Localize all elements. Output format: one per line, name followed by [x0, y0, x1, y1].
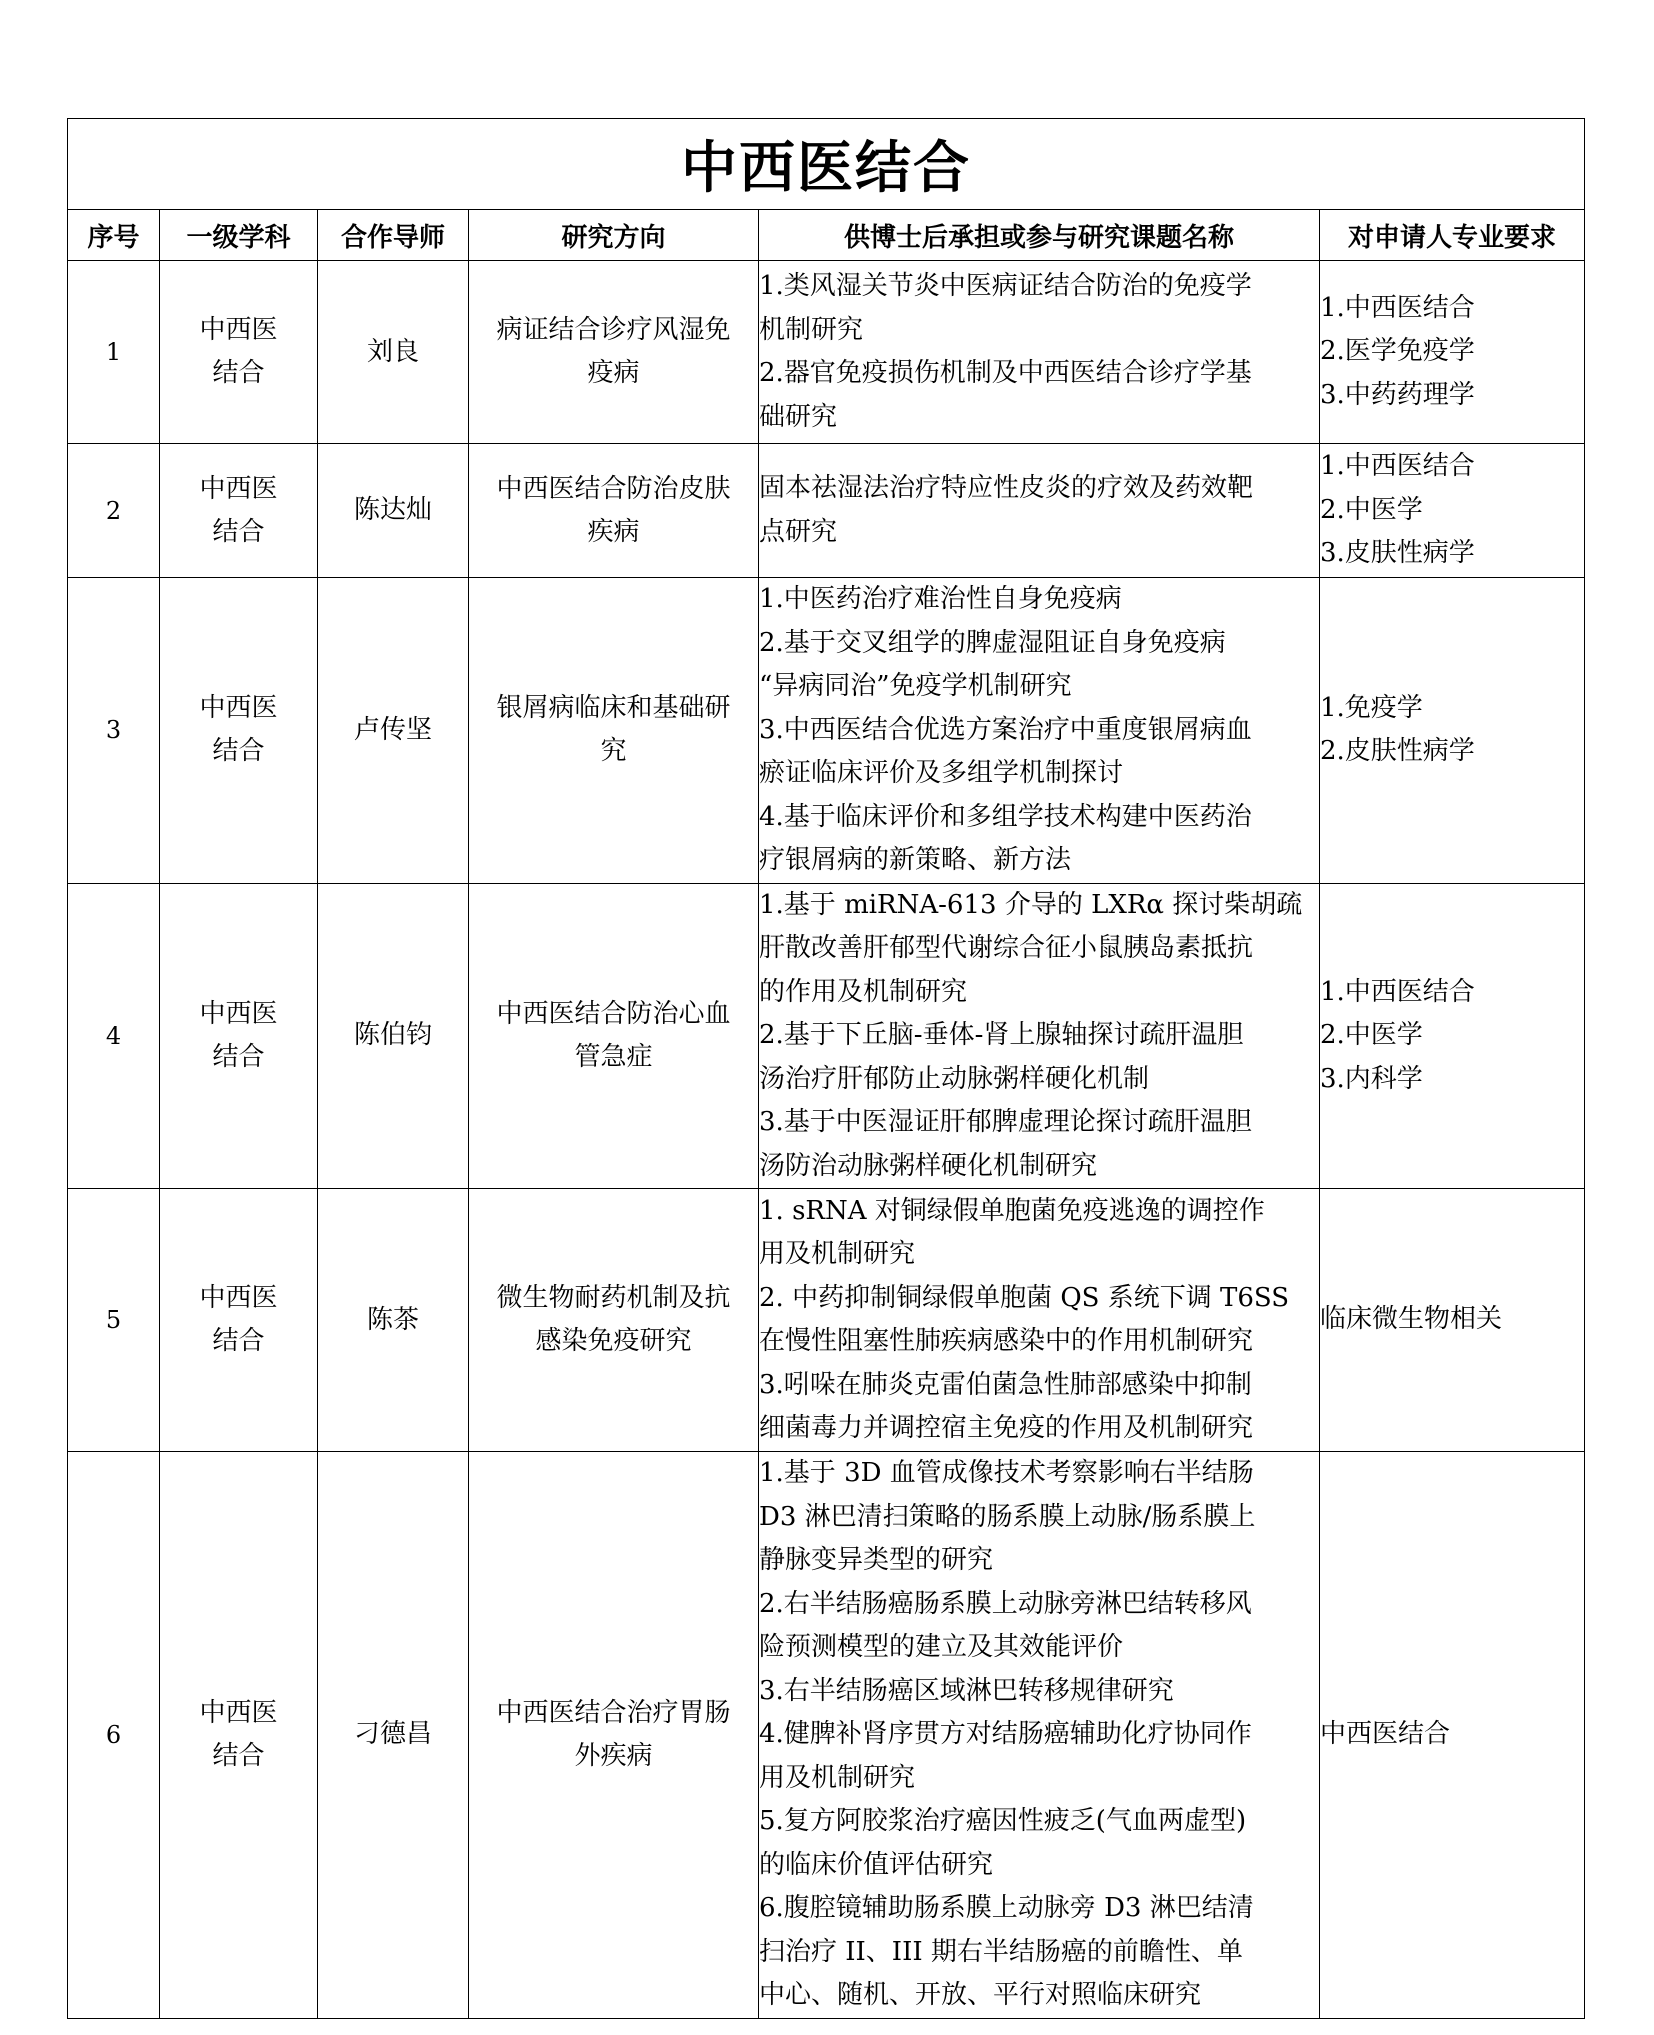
direction-cell: [469, 1452, 759, 2019]
topic-line: 6.腹腔镜辅助肠系膜上动脉旁 D3 淋巴结清: [759, 1893, 1254, 1923]
discipline-line: 结合: [212, 358, 265, 388]
discipline-cell: [160, 578, 318, 884]
table-body: [68, 261, 1585, 2019]
topic-line: 1.基于 3D 血管成像技术考察影响右半结肠: [759, 1458, 1254, 1488]
topic-line: 疗银屑病的新策略、新方法: [759, 845, 1072, 875]
discipline-line: 中西医: [199, 1697, 278, 1728]
requirements-cell: [1320, 1452, 1585, 2019]
topic-line: 5.复方阿胶浆治疗癌因性疲乏(气血两虚型): [759, 1806, 1247, 1836]
topic-line: 的作用及机制研究: [759, 976, 968, 1007]
header-row: [68, 210, 1585, 261]
title-row: [68, 119, 1585, 210]
row-number: 4: [68, 883, 160, 1189]
table-row: [68, 1452, 1585, 2019]
topic-line: “异病同治”免疫学机制研究: [759, 671, 1072, 701]
topic-line: 中心、随机、开放、平行对照临床研究: [759, 1980, 1202, 2010]
topic-line: 1. sRNA 对铜绿假单胞菌免疫逃逸的调控作: [759, 1195, 1265, 1226]
topic-line: 3.吲哚在肺炎克雷伯菌急性肺部感染中抑制: [759, 1369, 1252, 1400]
topic-line: 肝散改善肝郁型代谢综合征小鼠胰岛素抵抗: [759, 933, 1254, 963]
direction-cell: [469, 1189, 759, 1452]
row-number: 3: [68, 578, 160, 884]
topic-line: 1.类风湿关节炎中医病证结合防治的免疫学: [759, 271, 1252, 301]
header-topics: 供博士后承担或参与研究课题名称: [759, 210, 1320, 261]
requirement-line: 1.中西医结合: [1320, 292, 1475, 323]
advisor-name: 陈达灿: [318, 444, 469, 578]
topic-line: 固本祛湿法治疗特应性皮炎的疗效及药效靶: [759, 473, 1254, 503]
topic-line: 瘀证临床评价及多组学机制探讨: [759, 758, 1124, 788]
requirement-line: 1.中西医结合: [1320, 451, 1475, 482]
table-row: [68, 444, 1585, 578]
topic-line: 点研究: [759, 516, 838, 547]
discipline-cell: [160, 261, 318, 444]
table-title: 中西医结合: [68, 119, 1585, 210]
topic-line: 1.基于 miRNA-613 介导的 LXRα 探讨柴胡疏: [759, 889, 1303, 920]
discipline-line: 结合: [212, 1041, 265, 1072]
topic-line: D3 淋巴清扫策略的肠系膜上动脉/肠系膜上: [759, 1501, 1256, 1532]
discipline-line: 结合: [212, 1326, 265, 1356]
topic-line: 2.基于下丘脑-垂体-肾上腺轴探讨疏肝温胆: [759, 1020, 1244, 1050]
topic-line: 汤防治动脉粥样硬化机制研究: [759, 1150, 1098, 1181]
table-row: [68, 883, 1585, 1189]
topic-line: 汤治疗肝郁防止动脉粥样硬化机制: [759, 1063, 1150, 1094]
direction-line: 中西医结合治疗胃肠: [496, 1697, 731, 1728]
discipline-line: 中西医: [199, 315, 278, 345]
requirements-cell: [1320, 1189, 1585, 1452]
requirements-cell: [1320, 883, 1585, 1189]
discipline-line: 中西医: [199, 1283, 278, 1313]
requirements-cell: [1320, 578, 1585, 884]
table-row: [68, 261, 1585, 444]
row-number: 6: [68, 1452, 160, 2019]
advisor-name: 陈茶: [318, 1189, 469, 1452]
header-discipline: 一级学科: [160, 210, 318, 261]
discipline-cell: [160, 883, 318, 1189]
discipline-line: 中西医: [199, 998, 278, 1029]
direction-line: 管急症: [574, 1041, 653, 1072]
requirement-line: 2.中医学: [1320, 494, 1423, 525]
direction-line: 疫病: [587, 358, 640, 388]
topics-cell: [759, 578, 1320, 884]
topics-cell: [759, 261, 1320, 444]
topic-line: 3.中西医结合优选方案治疗中重度银屑病血: [759, 714, 1252, 745]
topic-line: 3.右半结肠癌区域淋巴转移规律研究: [759, 1675, 1174, 1706]
row-number: 5: [68, 1189, 160, 1452]
requirement-line: 2.医学免疫学: [1320, 336, 1475, 367]
discipline-line: 结合: [212, 1740, 265, 1771]
direction-cell: [469, 444, 759, 578]
discipline-cell: [160, 444, 318, 578]
direction-line: 病证结合诊疗风湿免: [496, 315, 731, 345]
header-direction: 研究方向: [469, 210, 759, 261]
direction-line: 中西医结合防治皮肤: [496, 473, 731, 504]
table-row: [68, 1189, 1585, 1452]
topic-line: 扫治疗 II、III 期右半结肠癌的前瞻性、单: [759, 1936, 1243, 1967]
topic-line: 险预测模型的建立及其效能评价: [759, 1632, 1124, 1662]
requirements-cell: [1320, 444, 1585, 578]
direction-line: 银屑病临床和基础研: [496, 693, 731, 724]
advisor-name: 陈伯钧: [318, 883, 469, 1189]
header-no: 序号: [68, 210, 160, 261]
topic-line: 2.基于交叉组学的脾虚湿阻证自身免疫病: [759, 627, 1226, 658]
header-advisor: 合作导师: [318, 210, 469, 261]
requirement-line: 2.中医学: [1320, 1020, 1423, 1050]
topic-line: 用及机制研究: [759, 1239, 916, 1269]
topic-line: 础研究: [759, 401, 838, 432]
topic-line: 4.基于临床评价和多组学技术构建中医药治: [759, 801, 1252, 832]
topics-cell: [759, 1189, 1320, 1452]
topic-line: 静脉变异类型的研究: [759, 1545, 994, 1575]
discipline-line: 结合: [212, 516, 265, 547]
topic-line: 用及机制研究: [759, 1762, 916, 1793]
topic-line: 2.右半结肠癌肠系膜上动脉旁淋巴结转移风: [759, 1588, 1252, 1619]
topic-line: 2.器官免疫损伤机制及中西医结合诊疗学基: [759, 358, 1252, 388]
requirement-line: 3.中药药理学: [1320, 379, 1475, 410]
direction-line: 中西医结合防治心血: [496, 998, 731, 1029]
advisor-name: 刁德昌: [318, 1452, 469, 2019]
topic-line: 的临床价值评估研究: [759, 1849, 994, 1880]
row-number: 2: [68, 444, 160, 578]
topic-line: 3.基于中医湿证肝郁脾虚理论探讨疏肝温胆: [759, 1107, 1252, 1137]
direction-line: 感染免疫研究: [535, 1326, 692, 1356]
topic-line: 4.健脾补肾序贯方对结肠癌辅助化疗协同作: [759, 1719, 1252, 1749]
direction-cell: [469, 578, 759, 884]
discipline-line: 结合: [212, 736, 265, 767]
topic-line: 机制研究: [759, 314, 864, 345]
direction-cell: [469, 261, 759, 444]
discipline-line: 中西医: [199, 473, 278, 504]
advisor-name: 刘良: [318, 261, 469, 444]
topic-line: 1.中医药治疗难治性自身免疫病: [759, 584, 1122, 614]
topic-line: 在慢性阻塞性肺疾病感染中的作用机制研究: [759, 1326, 1254, 1356]
requirement-line: 2.皮肤性病学: [1320, 736, 1475, 767]
table-row: [68, 578, 1585, 884]
requirement-line: 中西医结合: [1320, 1719, 1451, 1749]
topics-cell: [759, 444, 1320, 578]
requirement-line: 3.内科学: [1320, 1063, 1423, 1094]
direction-line: 究: [600, 736, 627, 767]
topics-cell: [759, 1452, 1320, 2019]
direction-line: 微生物耐药机制及抗: [496, 1283, 731, 1313]
topic-line: 细菌毒力并调控宿主免疫的作用及机制研究: [759, 1413, 1254, 1443]
requirement-line: 3.皮肤性病学: [1320, 538, 1475, 569]
header-requirements: 对申请人专业要求: [1320, 210, 1585, 261]
requirement-line: 临床微生物相关: [1320, 1304, 1503, 1335]
direction-cell: [469, 883, 759, 1189]
direction-line: 外疾病: [574, 1740, 653, 1771]
postdoc-topic-table: [67, 118, 1585, 2019]
discipline-cell: [160, 1452, 318, 2019]
requirement-line: 1.中西医结合: [1320, 976, 1475, 1007]
requirements-cell: [1320, 261, 1585, 444]
topic-line: 2. 中药抑制铜绿假单胞菌 QS 系统下调 T6SS: [759, 1282, 1290, 1313]
discipline-line: 中西医: [199, 693, 278, 724]
direction-line: 疾病: [587, 516, 640, 547]
discipline-cell: [160, 1189, 318, 1452]
row-number: 1: [68, 261, 160, 444]
topics-cell: [759, 883, 1320, 1189]
requirement-line: 1.免疫学: [1320, 692, 1423, 723]
advisor-name: 卢传坚: [318, 578, 469, 884]
